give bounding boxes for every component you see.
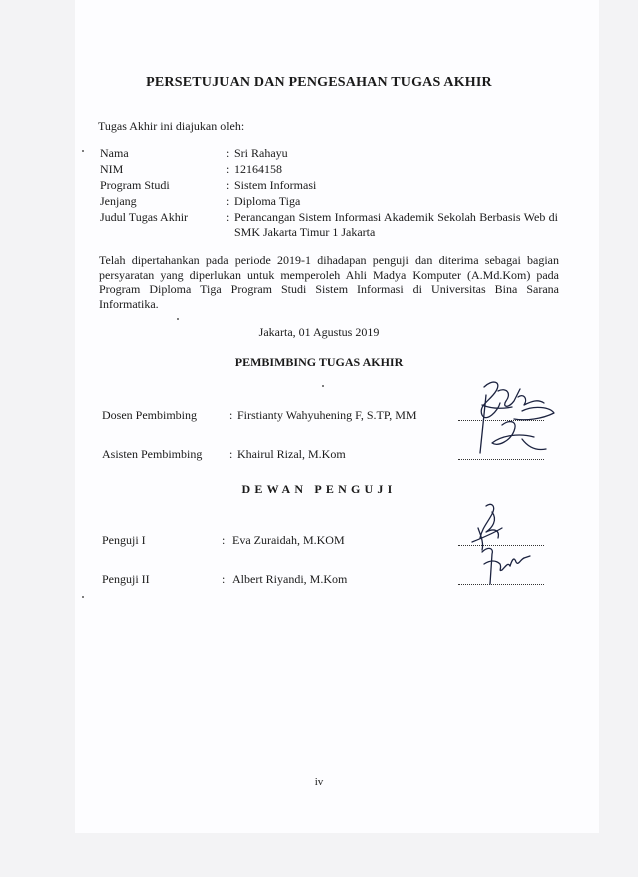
field-value-jenjang: Diploma Tiga xyxy=(234,194,301,208)
name-dosen-pembimbing: Firstianty Wahyuhening F, S.TP, MM xyxy=(237,408,417,422)
penguji-heading: DEWAN PENGUJI xyxy=(241,482,397,496)
role-colon: : xyxy=(222,533,226,547)
field-colon: : xyxy=(226,162,230,176)
field-label-program-studi: Program Studi xyxy=(100,178,170,192)
field-label-judul: Judul Tugas Akhir xyxy=(100,210,189,224)
signature-dosen-pembimbing xyxy=(462,375,572,485)
field-value-nama: Sri Rahayu xyxy=(234,146,288,160)
role-asisten-pembimbing: Asisten Pembimbing xyxy=(102,447,203,461)
intro-text: Tugas Akhir ini diajukan oleh: xyxy=(98,119,245,133)
approval-paragraph: Telah dipertahankan pada periode 2019-1 dihadapan penguji dan diterima sebagai bagian persyaratan yang diperlukan untuk memperoleh Ahli Madya Komputer (A.Md.Kom) pada Program Diploma Tiga Program Studi Sistem Informasi di Universitas Bina Sarana Informatika. xyxy=(99,253,559,311)
role-penguji-1: Penguji I xyxy=(102,533,146,547)
page-number: iv xyxy=(314,776,324,788)
field-label-nama: Nama xyxy=(100,146,129,160)
role-colon: : xyxy=(229,408,233,422)
pembimbing-heading: PEMBIMBING TUGAS AKHIR xyxy=(234,355,404,369)
field-value-program-studi: Sistem Informasi xyxy=(234,178,317,192)
field-colon: : xyxy=(226,178,230,192)
field-value-judul: Perancangan Sistem Informasi Akademik Sekolah Berbasis Web di SMK Jakarta Timur 1 Jakarta xyxy=(234,210,558,239)
name-penguji-2: Albert Riyandi, M.Kom xyxy=(232,572,348,586)
scan-speck xyxy=(177,318,179,320)
field-colon: : xyxy=(226,146,230,160)
signature-penguji-2 xyxy=(478,540,538,590)
field-label-nim: NIM xyxy=(100,162,124,176)
field-colon: : xyxy=(226,194,230,208)
role-dosen-pembimbing: Dosen Pembimbing xyxy=(102,408,197,422)
scan-speck xyxy=(82,150,84,152)
approval-date: Jakarta, 01 Agustus 2019 xyxy=(258,325,380,339)
scan-speck xyxy=(322,385,324,387)
role-colon: : xyxy=(222,572,226,586)
field-colon: : xyxy=(226,210,230,224)
scan-speck xyxy=(82,596,84,598)
role-penguji-2: Penguji II xyxy=(102,572,150,586)
page-title: PERSETUJUAN DAN PENGESAHAN TUGAS AKHIR xyxy=(146,75,492,90)
role-colon: : xyxy=(229,447,233,461)
name-penguji-1: Eva Zuraidah, M.KOM xyxy=(232,533,345,547)
field-label-jenjang: Jenjang xyxy=(100,194,137,208)
field-value-nim: 12164158 xyxy=(234,162,282,176)
name-asisten-pembimbing: Khairul Rizal, M.Kom xyxy=(237,447,346,461)
